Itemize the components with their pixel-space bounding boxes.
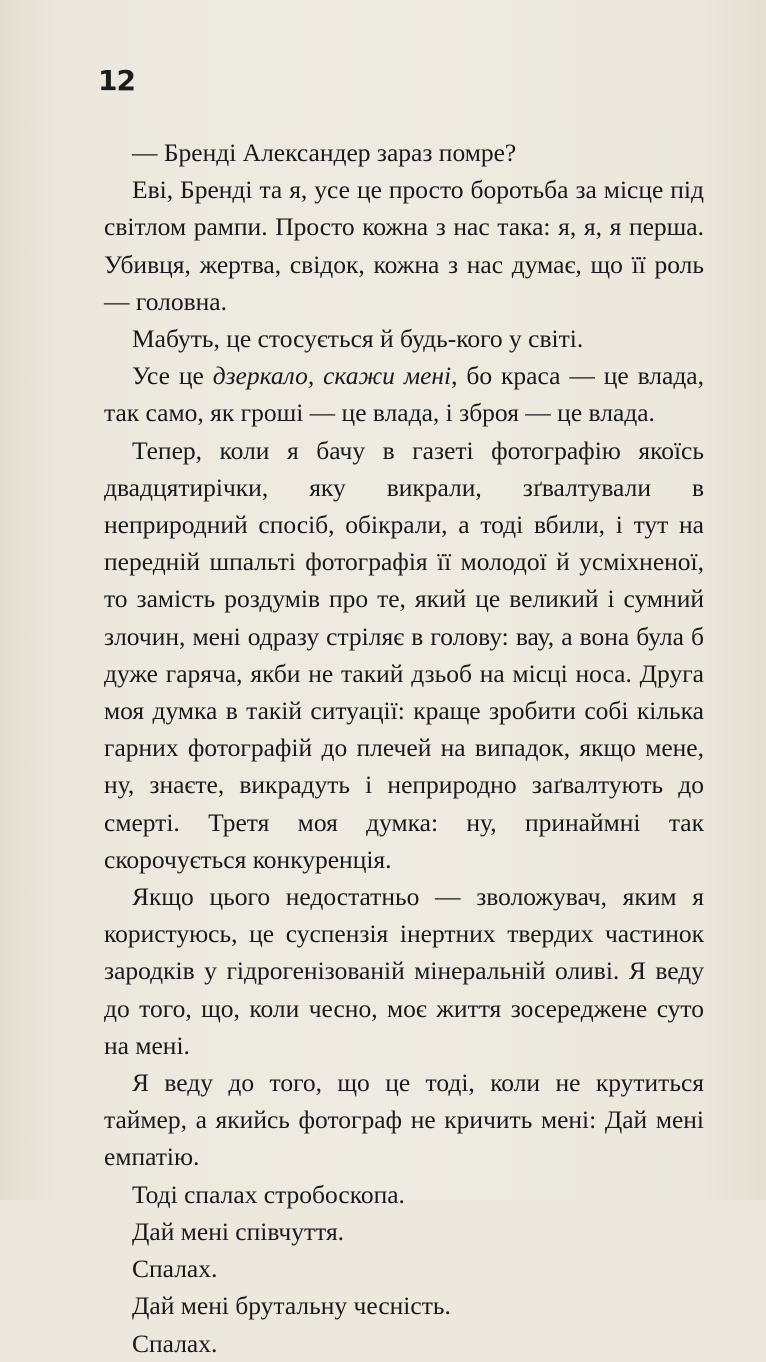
paragraph-11: Дай мені брутальну чесність. — [132, 1291, 451, 1321]
paragraph-4 — [104, 357, 704, 431]
paragraph-7: Я веду до того, що це тоді, коли не крутиться таймер, а якийсь фотограф не кричить мені: Дай мені емпатію. — [104, 1068, 704, 1172]
paragraph-5: Тепер, коли я бачу в газеті фотографію якоїсь двадцятирічки, яку викрали, зґвалтували в неприродний спосіб, обікрали, а тоді вбили, і тут на передній шпальті фотографія її молодої й усміхненої, то замість роздумів про те, який це великий і сумний злочин, мені одразу стріляє в голову: вау, а вона була б дуже гаряча, якби не такий дзьоб на місці носа. Друга моя думка в такій ситуації: краще зробити собі кілька гарних фотографій до плечей на випадок, якщо мене, ну, знаєте, викрадуть і неприродно заґвалтують до смерті. Третя моя думка: ну, принаймні так скорочується конкуренція. — [104, 435, 704, 874]
paragraph-1: — Бренді Александер зараз помре? — [132, 138, 517, 167]
paragraph-2: Еві, Бренді та я, усе це просто боротьба за місце під світлом рампи. Просто кожна з нас така: я, я, я перша. Убивця, жертва, свідок, кожна з нас думає, що її роль — головна. — [104, 175, 704, 316]
paragraph-4-italic: дзеркало, скажи мені — [212, 361, 452, 391]
paragraph-8: Тоді спалах стробоскопа. — [132, 1179, 405, 1209]
paragraph-9: Дай мені співчуття. — [132, 1216, 345, 1246]
paragraph-6: Якщо цього недостатньо — зволожувач, яким я користуюсь, це суспензія інертних твердих частинок зародків у гідрогенізованій мінеральній оливі. Я веду до того, що, коли чесно, моє життя зосереджене суто на мені. — [104, 882, 704, 1060]
page-number: 12 — [98, 64, 135, 97]
paragraph-3: Мабуть, це стосується й будь-кого у світі. — [132, 324, 584, 354]
paragraph-10: Спалах. — [132, 1254, 218, 1284]
paragraph-4-text-a: Усе це — [132, 361, 213, 391]
paragraph-12: Спалах. — [132, 1328, 218, 1358]
paragraph-4-text-b: , бо краса — це влада, так само, як гроші — це влада, і зброя — це влада. — [104, 361, 704, 428]
body-text — [104, 134, 704, 1362]
